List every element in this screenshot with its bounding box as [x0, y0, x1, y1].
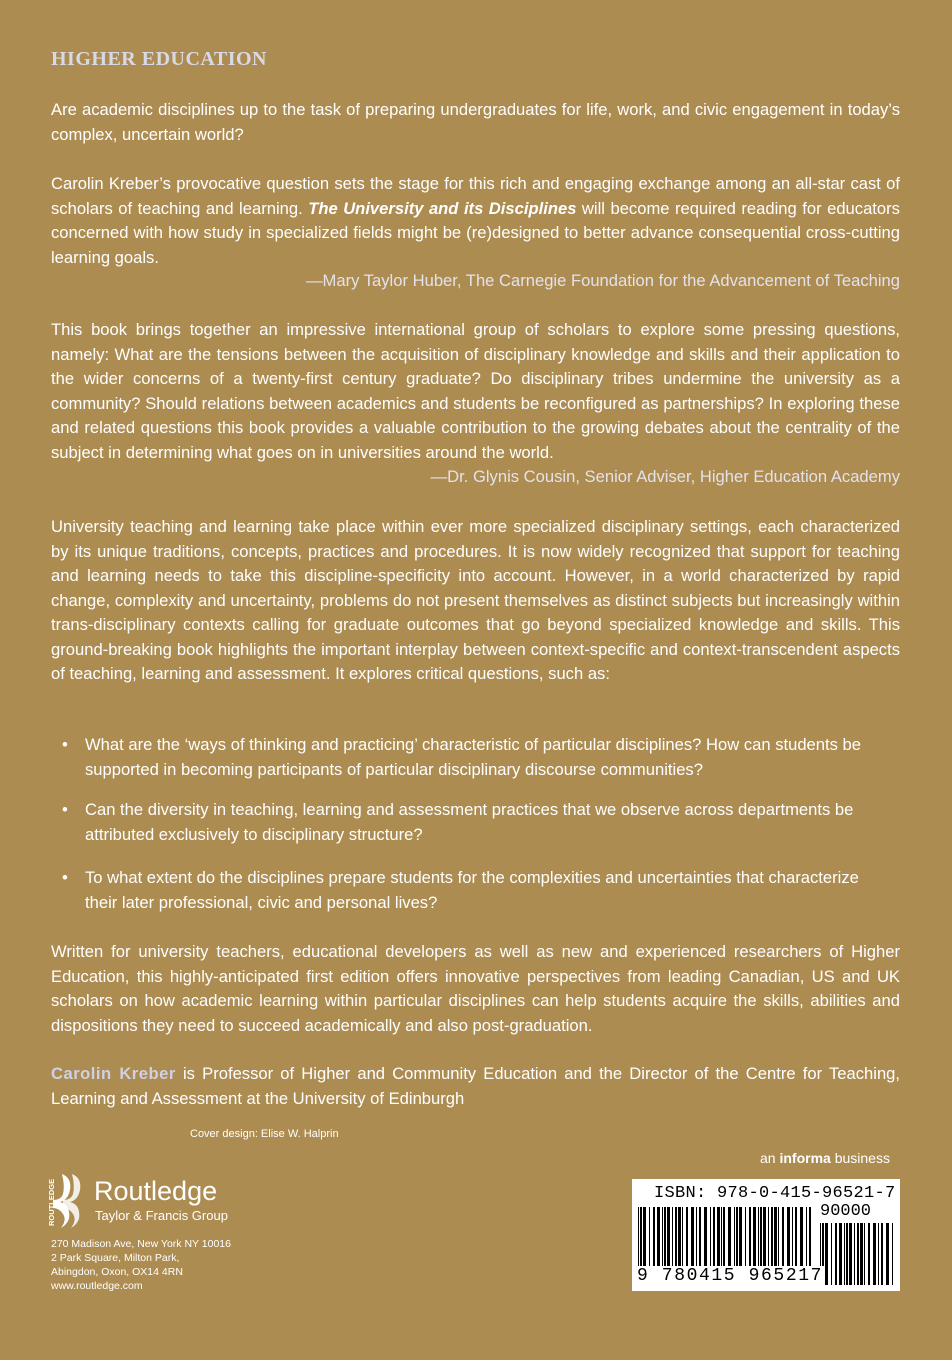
- ean-digits: 9 780415 965217: [637, 1266, 824, 1286]
- author-bio: [51, 1062, 900, 1111]
- routledge-emblem-icon: [38, 1168, 268, 1232]
- review-1: [51, 172, 900, 270]
- routledge-logo: [38, 1168, 268, 1232]
- informa-brand: informa: [779, 1150, 831, 1166]
- routledge-vertical-mark: ROUTLEDGE: [47, 1178, 56, 1226]
- address-line: 2 Park Square, Milton Park,: [51, 1252, 180, 1264]
- list-item: [62, 866, 885, 915]
- list-item-text: To what extent do the disciplines prepare students for the complexities and uncertainties that characterize their later professional, civic and personal lives?: [85, 868, 859, 912]
- price-code: 90000: [820, 1202, 872, 1221]
- list-item: [62, 798, 885, 847]
- category-label: HIGHER EDUCATION: [51, 48, 267, 70]
- list-item-text: Can the diversity in teaching, learning and assessment practices that we observe across departments be attributed exclusively to disciplinary structure?: [85, 800, 854, 844]
- isbn-barcode: [632, 1179, 900, 1291]
- author-name: Carolin Kreber: [51, 1064, 176, 1083]
- review-2-attribution: —Dr. Glynis Cousin, Senior Adviser, Higher Education Academy: [430, 467, 900, 486]
- publisher-address: [51, 1237, 231, 1293]
- bullet-icon: •: [62, 868, 68, 887]
- publisher-group: Taylor & Francis Group: [95, 1208, 228, 1223]
- address-line: Abingdon, Oxon, OX14 4RN: [51, 1266, 183, 1278]
- publisher-website: www.routledge.com: [51, 1280, 143, 1292]
- intro-question: Are academic disciplines up to the task of preparing undergraduates for life, work, and civic engagement in today’s complex, uncertain world?: [51, 100, 900, 144]
- review-1-text-after: will become required reading for educators concerned with how study in specialized fields might be (re)designed to better advance consequential cross-cutting learning goals.: [51, 198, 900, 267]
- address-line: 270 Madison Ave, New York NY 10016: [51, 1238, 231, 1250]
- cover-credit: Cover design: Elise W. Halprin: [190, 1128, 339, 1140]
- bullet-icon: •: [62, 800, 68, 819]
- audience-paragraph: Written for university teachers, educational developers as well as new and experienced researchers of Higher Education, this highly-anticipated first edition offers innovative perspectives from leading Canadian, US and UK scholars on how academic learning within particular disciplines can help students acquire the skills, abilities and dispositions they need to succeed academically and also post-graduation.: [51, 942, 900, 1035]
- review-1-attribution: —Mary Taylor Huber, The Carnegie Foundation for the Advancement of Teaching: [305, 271, 900, 290]
- review-1-text-before: Carolin Kreber’s provocative question sets the stage for this rich and engaging exchange among an all-star cast of scholars of teaching and learning.: [51, 174, 900, 218]
- author-bio-text: is Professor of Higher and Community Education and the Director of the Centre for Teaching, Learning and Assessment at the University of Edinburgh: [51, 1064, 901, 1108]
- book-title: The University and its Disciplines: [308, 198, 577, 218]
- isbn-label: ISBN: 978-0-415-96521-7: [654, 1184, 896, 1203]
- book-description: University teaching and learning take place within ever more specialized disciplinary settings, each characterized by its unique traditions, concepts, practices and procedures. It is now widely recognized that support for teaching and learning needs to take this discipline-specificity into account. However, in a world characterized by rapid change, complexity and uncertainty, problems do not present themselves as distinct subjects but increasingly within trans-disciplinary contexts calling for graduate outcomes that go beyond specialized knowledge and skills. This ground-breaking book highlights the important interplay between context-specific and context-transcendent aspects of teaching, learning and assessment. It explores critical questions, such as:: [51, 517, 900, 683]
- publisher-name: Routledge: [94, 1176, 218, 1206]
- list-item-text: What are the ‘ways of thinking and practicing’ characteristic of particular disciplines? How can students be supported in becoming participants of particular disciplinary discourse communities?: [85, 735, 861, 779]
- bullet-icon: •: [62, 735, 68, 754]
- informa-tagline: an informa business: [760, 1150, 890, 1166]
- list-item: [62, 733, 885, 782]
- review-2: This book brings together an impressive international group of scholars to explore some pressing questions, namely: What are the tensions between the acquisition of disciplinary knowledge and skills and their application to the wider concerns of a twenty-first century graduate? Do disciplinary tribes undermine the university as a community? Should relations between academics and students be reconfigured as partnerships? In exploring these and related questions this book provides a valuable contribution to the growing debates about the centrality of the subject in determining what goes on in universities around the world.: [51, 320, 900, 462]
